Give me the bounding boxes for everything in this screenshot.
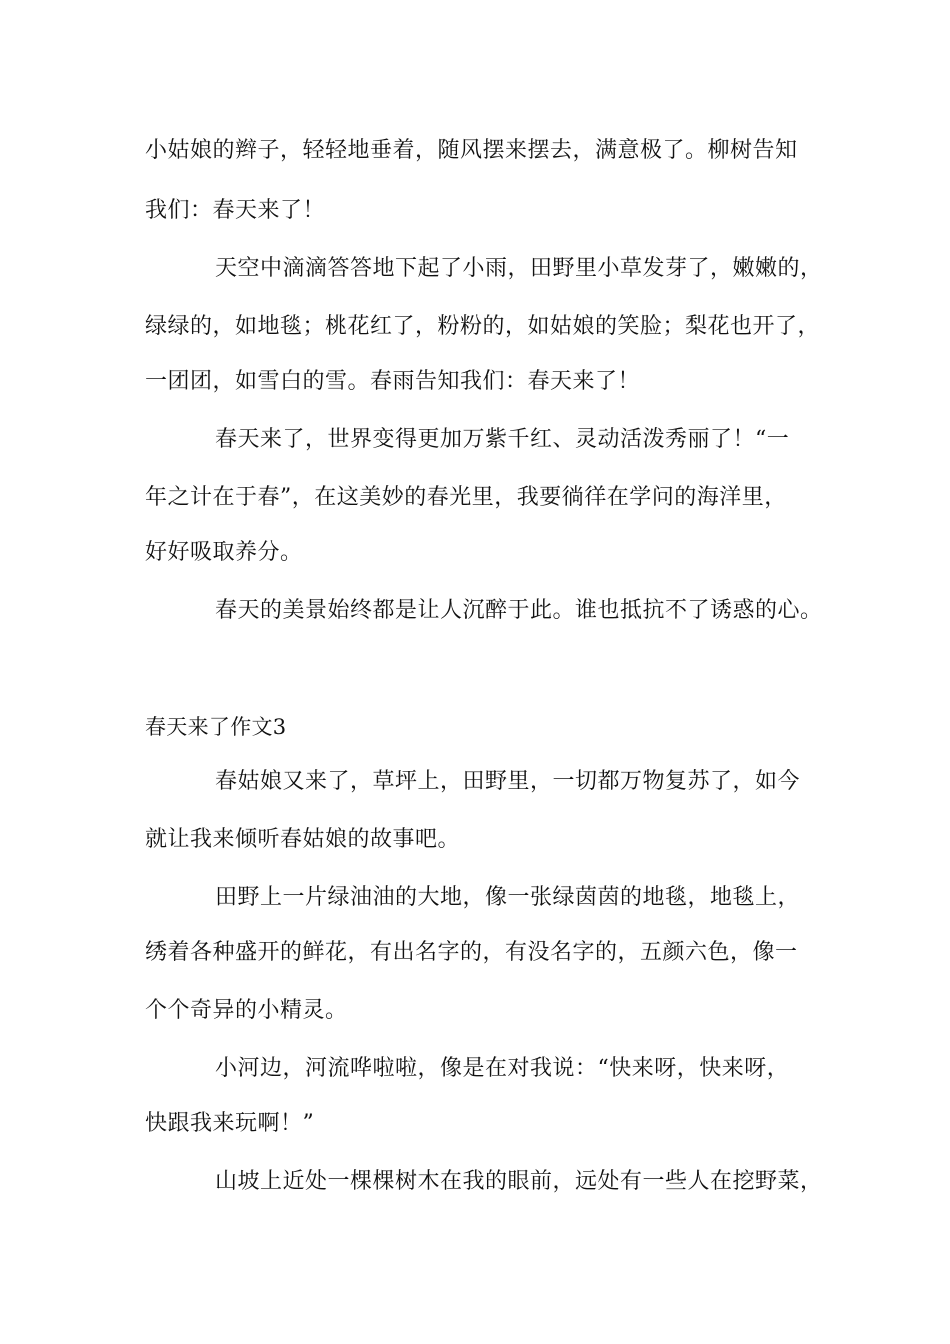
paragraph-line: 绣着各种盛开的鲜花，有出名字的，有没名字的，五颜六色，像一 xyxy=(145,940,798,965)
paragraph-line: 个个奇异的小精灵。 xyxy=(145,998,348,1023)
paragraph-line: 就让我来倾听春姑娘的故事吧。 xyxy=(145,827,461,852)
paragraph-line: 一团团，如雪白的雪。春雨告知我们：春天来了！ xyxy=(145,369,641,394)
paragraph-line: 小河边，河流哗啦啦，像是在对我说：“快来呀，快来呀， xyxy=(215,1056,790,1081)
paragraph-line: 好好吸取养分。 xyxy=(145,540,303,565)
paragraph-line: 小姑娘的辫子，轻轻地垂着，随风摆来摆去，满意极了。柳树告知 xyxy=(145,138,798,163)
paragraph-line: 年之计在于春”，在这美妙的春光里，我要徜徉在学问的海洋里， xyxy=(145,485,787,510)
paragraph-line: 山坡上近处一棵棵树木在我的眼前，远处有一些人在挖野菜， xyxy=(215,1169,823,1194)
paragraph-line: 绿绿的，如地毯；桃花红了，粉粉的，如姑娘的笑脸；梨花也开了， xyxy=(145,314,821,339)
paragraph-line: 我们：春天来了！ xyxy=(145,198,326,223)
paragraph-line: 快跟我来玩啊！” xyxy=(145,1111,315,1136)
paragraph-line: 春姑娘又来了，草坪上，田野里，一切都万物复苏了，如今 xyxy=(215,769,801,794)
paragraph-line: 天空中滴滴答答地下起了小雨，田野里小草发芽了，嫩嫩的， xyxy=(215,256,823,281)
paragraph-line: 田野上一片绿油油的大地，像一张绿茵茵的地毯，地毯上， xyxy=(215,885,801,910)
paragraph-line: 春天的美景始终都是让人沉醉于此。谁也抵抗不了诱惑的心。 xyxy=(215,598,823,623)
paragraph-line: 春天来了，世界变得更加万紫千红、灵动活泼秀丽了！“一 xyxy=(215,427,790,452)
section-heading: 春天来了作文3 xyxy=(145,715,287,739)
